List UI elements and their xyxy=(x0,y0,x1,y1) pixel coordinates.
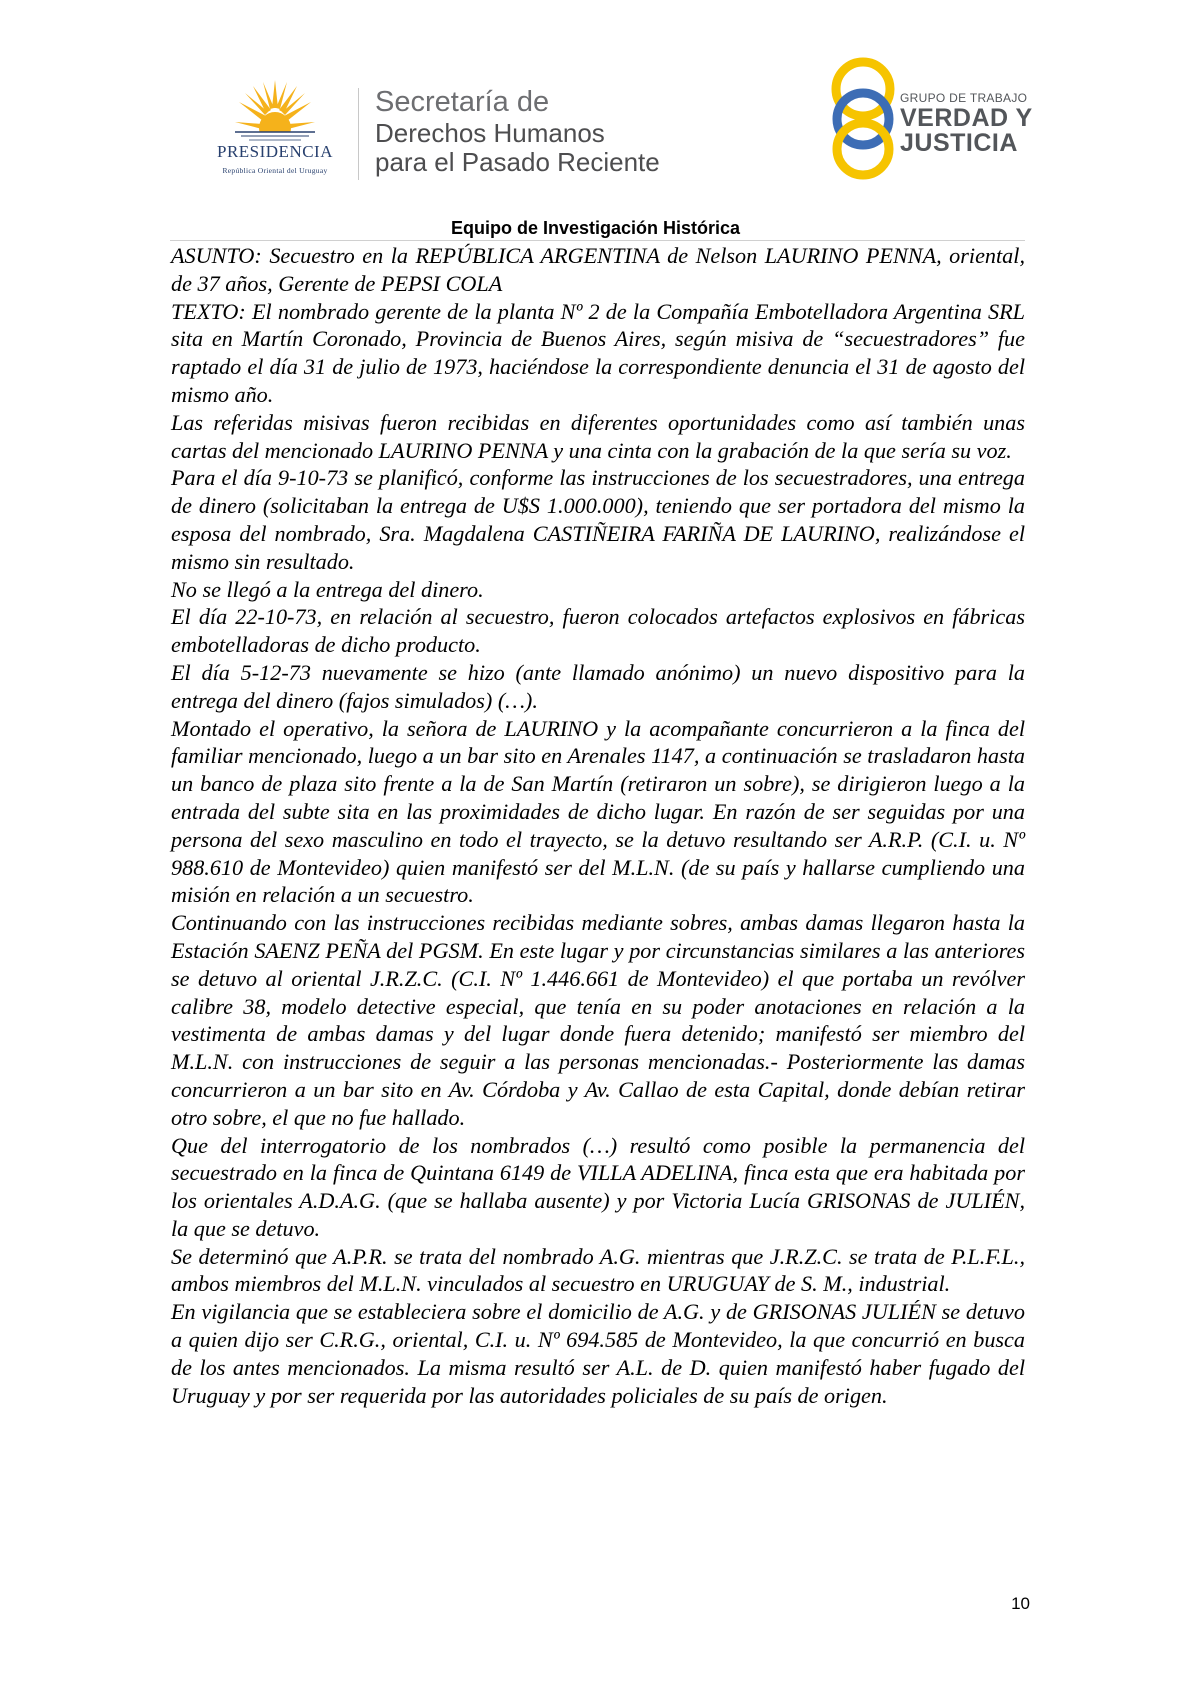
paragraph: Las referidas misivas fueron recibidas en diferentes oportunidades como así también unas cartas del mencionado LAURINO PENNA y una cinta con la grabación de la que sería su voz. xyxy=(171,409,1025,463)
paragraph: Montado el operativo, la señora de LAURINO y la acompañante concurrieron a la finca del familiar mencionado, luego a un bar sito en Arenales 1147, a continuación se trasladaron hasta un banco de plaza sito frente a la de San Martín (retiraron un sobre), se dirigieron luego a la entrada del subte sita en las proximidades de dicho lugar. En razón de ser seguidas por una persona del sexo masculino en todo el trayecto, se la detuvo resultando ser A.R.P. (C.I. u. Nº 988.610 de Montevideo) quien manifestó ser del M.L.N. (de su país y hallarse cumpliendo una misión en relación a un secuestro. xyxy=(171,715,1025,908)
paragraph: ASUNTO: Secuestro en la REPÚBLICA ARGENTINA de Nelson LAURINO PENNA, oriental, de 37 años, Gerente de PEPSI COLA xyxy=(171,243,1025,296)
verdad-justicia-logo-text xyxy=(900,90,1033,156)
gtvj-line-3: JUSTICIA xyxy=(900,129,1018,157)
gtvj-line-1: GRUPO DE TRABAJO xyxy=(900,91,1028,105)
presidencia-logo xyxy=(195,78,355,178)
gtvj-line-2: VERDAD Y xyxy=(900,104,1033,132)
paragraph: Que del interrogatorio de los nombrados (…) resultó como posible la permanencia del secuestrado en la finca de Quintana 6149 de VILLA ADELINA, finca esta que era habitada por los orientales A.D.A.G. (que se hallaba ausente) y por Victoria Lucía GRISONAS de JULIÉN, la que se detuvo. xyxy=(171,1132,1025,1241)
paragraph: TEXTO: El nombrado gerente de la planta Nº 2 de la Compañía Embotelladora Argentina SRL sita en Martín Coronado, Provincia de Buenos Aires, según misiva de “secuestradores” fue raptado el día 31 de julio de 1973, haciéndose la correspondiente denuncia el 31 de agosto del mismo año. xyxy=(171,298,1025,407)
header-rule xyxy=(170,240,1025,241)
presidencia-name: PRESIDENCIA xyxy=(216,142,333,161)
paragraph: En vigilancia que se estableciera sobre el domicilio de A.G. y de GRISONAS JULIÉN se detuvo a quien dijo ser C.R.G., oriental, C.I. u. Nº 694.585 de Montevideo, la que concurrió en busca de los antes mencionados. La misma resultó ser A.L. de D. quien manifestó haber fugado del Uruguay y por ser requerida por las autoridades policiales de su país de origen. xyxy=(171,1299,1025,1408)
paragraph: El día 22-10-73, en relación al secuestro, fueron colocados artefactos explosivos en fábricas embotelladoras de dicho producto. xyxy=(171,604,1025,658)
paragraph: El día 5-12-73 nuevamente se hizo (ante llamado anónimo) un nuevo dispositivo para la entrega del dinero (fajos simulados) (…). xyxy=(171,659,1025,713)
document-body xyxy=(171,242,1025,1409)
presidencia-subtitle: República Oriental del Uruguay xyxy=(222,166,328,175)
secretaria-line-1: Secretaría de xyxy=(375,86,550,118)
secretaria-logo xyxy=(375,86,660,177)
paragraph: Se determinó que A.P.R. se trata del nombrado A.G. mientras que J.R.Z.C. se trata de P.L.F.L., ambos miembros del M.L.N. vinculados al secuestro en URUGUAY de S. M., industrial. xyxy=(171,1243,1025,1297)
paragraph: No se llegó a la entrega del dinero. xyxy=(171,576,484,602)
logo-divider xyxy=(358,88,359,180)
page-header xyxy=(0,0,1191,240)
team-title: Equipo de Investigación Histórica xyxy=(450,218,741,238)
secretaria-line-3: para el Pasado Reciente xyxy=(375,147,660,177)
secretaria-line-2: Derechos Humanos xyxy=(375,118,605,148)
page-number: 10 xyxy=(1011,1594,1030,1613)
paragraph: Para el día 9-10-73 se planificó, conforme las instrucciones de los secuestradores, una entrega de dinero (solicitaban la entrega de U$S 1.000.000), teniendo que ser portadora del mismo la esposa del nombrado, Sra. Magdalena CASTIÑEIRA FARIÑA DE LAURINO, realizándose el mismo sin resultado. xyxy=(171,465,1025,574)
verdad-justicia-rings-icon xyxy=(818,56,908,181)
paragraph: Continuando con las instrucciones recibidas mediante sobres, ambas damas llegaron hasta la Estación SAENZ PEÑA del PGSM. En este lugar y por circunstancias similares a las anteriores se detuvo al oriental J.R.Z.C. (C.I. Nº 1.446.661 de Montevideo) el que portaba un revólver calibre 38, modelo detective especial, que tenía en su poder anotaciones en relación a la vestimenta de ambas damas y del lugar donde fuera detenido; manifestó ser miembro del M.L.N. con instrucciones de seguir a las personas mencionadas.- Posteriormente las damas concurrieron a un bar sito en Av. Córdoba y Av. Callao de esta Capital, donde debían retirar otro sobre, el que no fue hallado. xyxy=(171,910,1025,1130)
sun-icon xyxy=(235,78,315,148)
